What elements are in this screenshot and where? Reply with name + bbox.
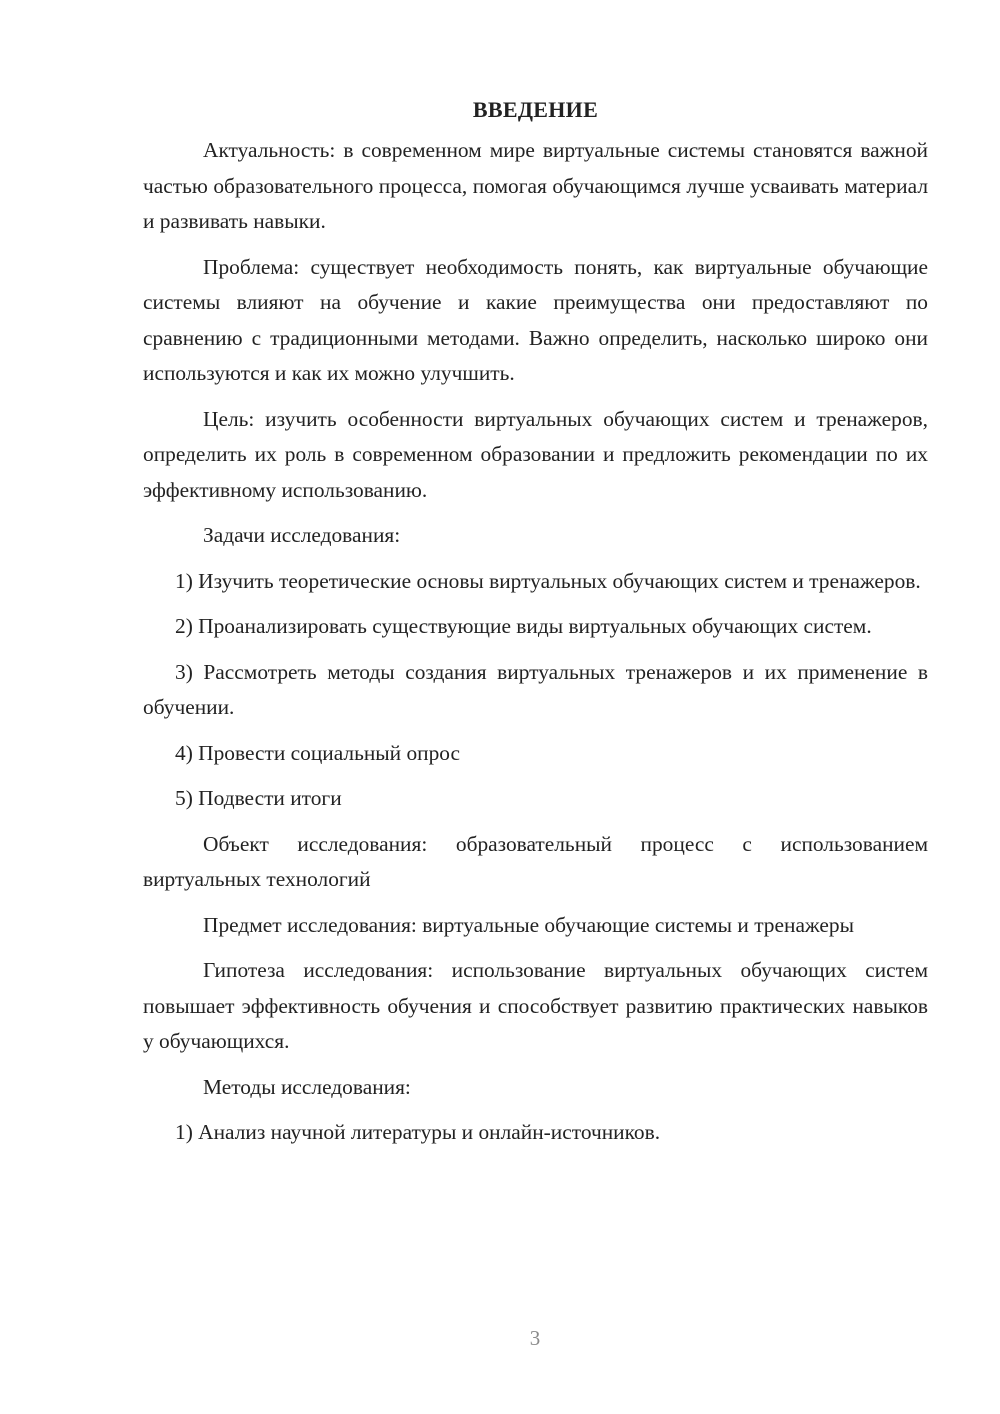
methods-heading: Методы исследования:: [203, 1074, 411, 1099]
task-item-5: 5) Подвести итоги: [175, 786, 342, 810]
paragraph-relevance: Актуальность: в современном мире виртуальные системы становятся важной частью образовательного процесса, помогая обучающимся лучше усваивать материал и развивать навыки.: [143, 138, 928, 233]
paragraph-goal: Цель: изучить особенности виртуальных обучающих систем и тренажеров, определить их роль в современном образовании и предложить рекомендации по их эффективному использованию.: [143, 406, 928, 502]
task-item-4: 4) Провести социальный опрос: [175, 740, 461, 765]
task-item-1: 1) Изучить теоретические основы виртуальных обучающих систем и тренажеров.: [175, 568, 921, 593]
document-title: ВВЕДЕНИЕ: [472, 97, 599, 122]
task-item-3: 3) Рассмотреть методы создания виртуальных тренажеров и их применение в обучении.: [143, 659, 928, 719]
method-item-1: 1) Анализ научной литературы и онлайн-источников.: [175, 1120, 661, 1144]
paragraph-subject: Предмет исследования: виртуальные обучающие системы и тренажеры: [203, 912, 854, 937]
paragraph-problem: Проблема: существует необходимость понять, как виртуальные обучающие системы влияют на обучение и какие преимущества они предоставляют по сравнению с традиционными методами. Важно определить, насколько широко они используются и как их можно улучшить.: [143, 254, 928, 385]
tasks-heading: Задачи исследования:: [203, 523, 401, 547]
document-page: [143, 92, 928, 1161]
page-number: 3: [529, 1326, 541, 1350]
paragraph-object: Объект исследования: образовательный процесс с использованием виртуальных технологий: [143, 831, 928, 891]
paragraph-hypothesis: Гипотеза исследования: использование виртуальных обучающих систем повышает эффективность обучения и способствует развитию практических навыков у обучающихся.: [143, 958, 928, 1053]
task-item-2: 2) Проанализировать существующие виды виртуальных обучающих систем.: [175, 614, 872, 638]
